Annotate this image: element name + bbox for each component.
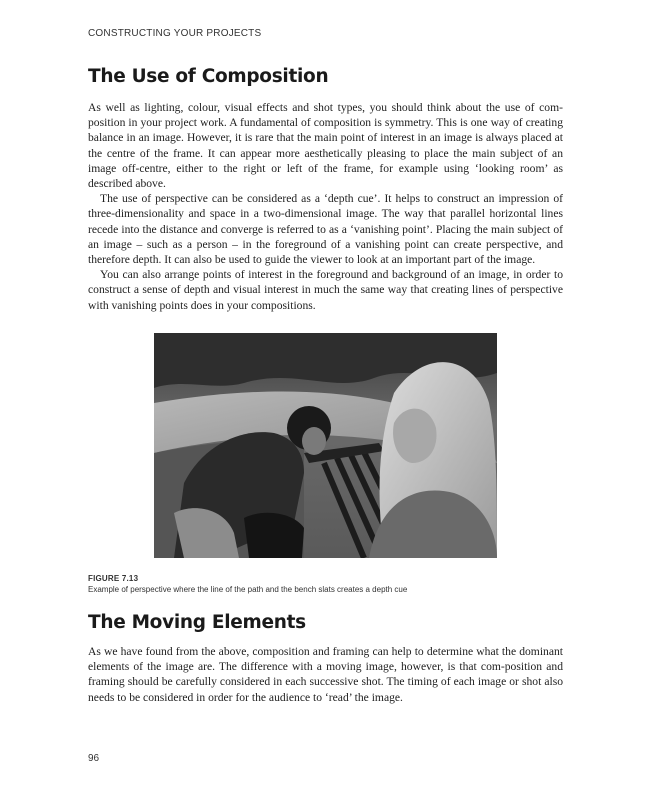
figure-caption: Example of perspective where the line of the path and the bench slats creates a depth cue	[88, 585, 408, 594]
section-body-moving-elements	[88, 644, 563, 705]
figure-photo	[154, 333, 497, 558]
section-heading-composition: The Use of Composition	[88, 66, 329, 87]
paragraph: The use of perspective can be considered as a ‘depth cue’. It helps to construct an impression of three-dimensionality and space in a two-dimensional image. The way that parallel horizontal lines recede into the distance and converge is referred to as a ‘vanishing point’. Placing the main subject of an image – such as a person – in the foreground of a vanishing point can create perspective, and therefore depth. It can also be used to guide the viewer to look at an important part of the image.	[88, 192, 563, 267]
paragraph: As we have found from the above, composition and framing can help to determine what the dominant elements of the image are. The difference with a moving image, however, is that com-position and framing should be carefully considered in each successive shot. The timing of each image or shot also needs to be considered in order for the audience to ‘read’ the image.	[88, 645, 563, 704]
section-body-composition	[88, 100, 563, 313]
paragraph: As well as lighting, colour, visual effects and shot types, you should think about the use of com-position in your project work. A fundamental of composition is symmetry. This is one way of creating balance in an image. However, it is rare that the main point of interest in an image is always placed at the centre of the frame. It can appear more aesthetically pleasing to place the main subject of an image off-centre, either to the right or left of the frame, for example using ‘looking room’ as described above.	[88, 101, 563, 191]
running-head: CONSTRUCTING YOUR PROJECTS	[88, 28, 262, 39]
bench-photo-illustration	[154, 333, 497, 558]
section-heading-moving-elements: The Moving Elements	[88, 612, 306, 633]
page-number: 96	[88, 753, 100, 764]
figure-label: FIGURE 7.13	[88, 574, 139, 583]
paragraph: You can also arrange points of interest in the foreground and background of an image, in order to construct a sense of depth and visual interest in much the same way that creating lines of perspective with vanishing points does in your compositions.	[88, 268, 563, 312]
